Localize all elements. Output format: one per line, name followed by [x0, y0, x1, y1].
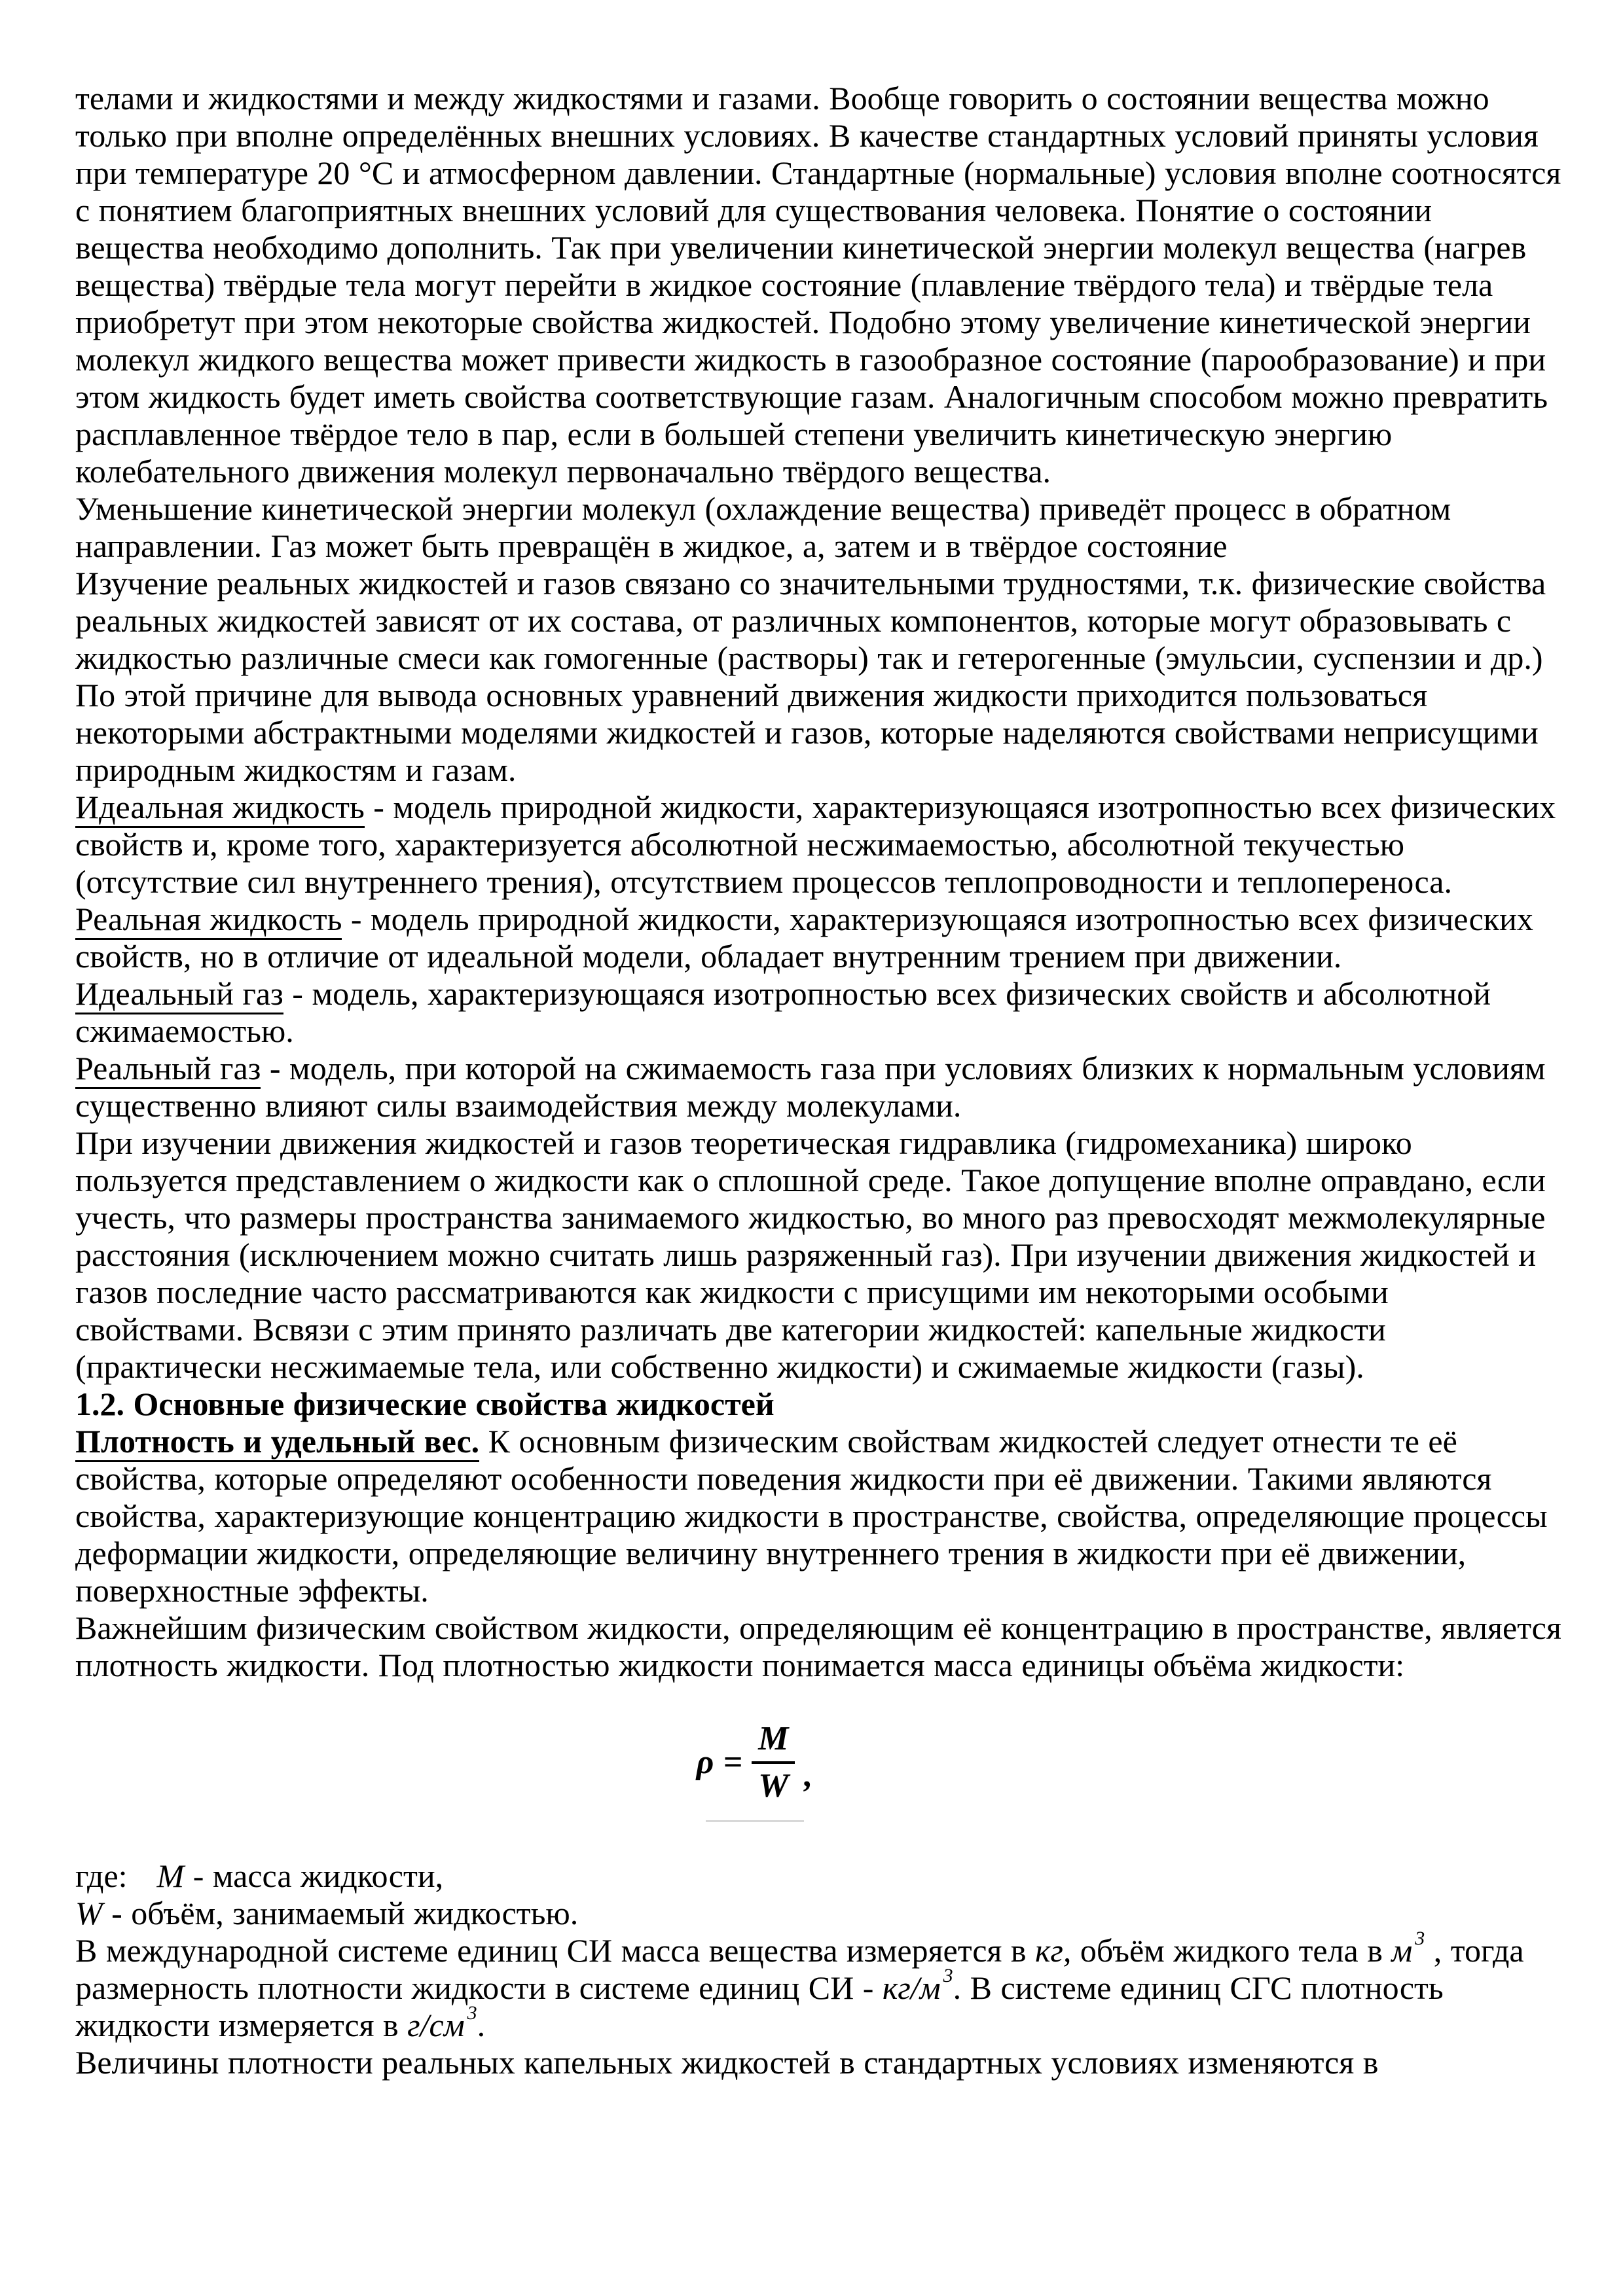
text-segment: Уменьшение кинетической энергии молекул (охлаждение вещества) приведёт процесс в обратном направлении. Газ может быть превращён в жидкое, а, затем и в твёрдое состояние	[75, 490, 1451, 564]
paragraph	[75, 975, 1565, 1050]
paragraph	[75, 1609, 1565, 1684]
text-segment: Изучение реальных жидкостей и газов связано со значительными трудностями, т.к. физические свойства реальных жидкостей зависят от их состава, от различных компонентов, которые могут образовывать с жидкостью различные смеси как гомогенные (растворы) так и гетерогенные (эмульсии, суспензии и др.) По этой причине для вывода основных уравнений движения жидкости приходится пользоваться некоторыми абстрактными моделями жидкостей и газов, которые наделяются свойствами неприсущими природным жидкостям и газам.	[75, 565, 1546, 788]
text-segment: - модель природной жидкости, характеризующаяся изотропностью всех физических свойств, но в отличие от идеальной модели, обладает внутренним трением при движении.	[75, 901, 1533, 975]
paragraph	[75, 1857, 1565, 1895]
text-segment: Плотность и удельный вес.	[75, 1423, 479, 1462]
formula-numerator: M	[758, 1720, 789, 1757]
paragraph	[75, 901, 1565, 975]
text-segment: - модель природной жидкости, характеризующаяся изотропностью всех физических свойств и, кроме того, характеризуется абсолютной несжимаемостью, абсолютной текучестью (отсутствие сил внутреннего трения), отсутствием процессов теплопроводности и теплопереноса.	[75, 789, 1556, 900]
formula-comma: ,	[804, 1757, 813, 1794]
text-segment: кг,	[1035, 1932, 1072, 1969]
text-segment: К основным физическим свойствам жидкостей следует отнести те её свойства, которые определяют особенности поведения жидкости при её движении. Такими являются свойства, характеризующие концентрацию жидкости в пространстве, свойства, определяющие процессы деформации жидкости, определяющие величину внутреннего трения в жидкости при её движении, поверхностные эффекты.	[75, 1423, 1548, 1609]
text-segment: Идеальный газ	[75, 975, 283, 1014]
text-segment: 3	[467, 2002, 477, 2024]
density-formula	[10, 1722, 1499, 1803]
paragraph	[75, 80, 1565, 490]
text-segment: 3	[1415, 1928, 1425, 1949]
text-segment: . В системе единиц СГС плотность жидкости измеряется в	[75, 1969, 1444, 2043]
text-segment: где:	[75, 1857, 128, 1894]
text-segment: телами и жидкостями и между жидкостями и газами. Вообще говорить о состоянии вещества можно только при вполне определённых внешних условиях. В качестве стандартных условий приняты условия при температуре 20 °С и атмосферном давлении. Стандартные (нормальные) условия вполне соотносятся с понятием благоприятных внешних условий для существования человека. Понятие о состоянии вещества необходимо дополнить. Так при увеличении кинетической энергии молекул вещества (нагрев вещества) твёрдые тела могут перейти в жидкое состояние (плавление твёрдого тела) и твёрдые тела приобретут при этом некоторые свойства жидкостей. Подобно этому увеличение кинетической энергии молекул жидкого вещества может привести жидкость в газообразное состояние (парообразование) и при этом жидкость будет иметь свойства соответствующие газам. Аналогичным способом можно превратить расплавленное твёрдое тело в пар, если в большей степени увеличить кинетическую энергию колебательного движения молекул первоначально твёрдого вещества.	[75, 80, 1561, 490]
text-segment: Идеальная жидкость	[75, 789, 365, 828]
text-segment: объём жидкого тела в	[1071, 1932, 1392, 1969]
paragraph	[75, 1895, 1565, 1932]
text-segment: - модель, характеризующаяся изотропностью всех физических свойств и абсолютной сжимаемостью.	[75, 975, 1491, 1049]
paragraph	[75, 1050, 1565, 1124]
formula-equals: =	[723, 1744, 743, 1781]
text-segment: Величины плотности реальных капельных жидкостей в стандартных условиях изменяются в	[75, 2044, 1379, 2081]
paragraph	[75, 1124, 1565, 1386]
text-segment: 3	[943, 1965, 953, 1986]
text-segment: W	[75, 1895, 103, 1931]
section-heading	[75, 1386, 1565, 1423]
formula-fraction	[752, 1722, 795, 1803]
text-segment: .	[477, 2007, 486, 2043]
text-segment: - объём, занимаемый жидкостью.	[102, 1895, 579, 1931]
text-segment: м	[1391, 1932, 1413, 1969]
text-segment: Реальный газ	[75, 1050, 261, 1089]
paragraph	[75, 565, 1565, 789]
document-body-bottom	[75, 1857, 1565, 2081]
paragraph	[75, 2044, 1565, 2081]
text-segment: - модель, при которой на сжимаемость газа при условиях близких к нормальным условиям существенно влияют силы взаимодействия между молекулами.	[75, 1050, 1546, 1124]
paragraph	[75, 490, 1565, 565]
formula-block	[10, 1722, 1499, 1822]
text-segment: М	[156, 1857, 185, 1894]
text-segment: Реальная жидкость	[75, 901, 342, 940]
formula-underline	[706, 1820, 804, 1822]
formula-denominator: W	[752, 1761, 795, 1803]
text-segment: 1.2. Основные физические свойства жидкостей	[75, 1386, 775, 1422]
text-segment: В международной системе единиц СИ масса вещества измеряется в	[75, 1932, 1036, 1969]
paragraph	[75, 789, 1565, 901]
document-body-top	[75, 80, 1565, 1684]
paragraph	[75, 1423, 1565, 1609]
text-segment: кг/м	[882, 1969, 941, 2006]
formula-rho: ρ	[696, 1744, 714, 1781]
paragraph	[75, 1928, 1565, 2044]
text-segment: , тогда размерность плотности жидкости в системе единиц СИ -	[75, 1932, 1524, 2006]
text-segment: г/см	[407, 2007, 465, 2043]
text-segment: Важнейшим физическим свойством жидкости, определяющим её концентрацию в пространстве, является плотность жидкости. Под плотностью жидкости понимается масса единицы объёма жидкости:	[75, 1609, 1561, 1683]
text-segment: При изучении движения жидкостей и газов теоретическая гидравлика (гидромеханика) широко пользуется представлением о жидкости как о сплошной среде. Такое допущение вполне оправдано, если учесть, что размеры пространства занимаемого жидкостью, во много раз превосходят межмолекулярные расстояния (исключением можно считать лишь разряженный газ). При изучении движения жидкостей и газов последние часто рассматриваются как жидкости с присущими им некоторыми особыми свойствами. Всвязи с этим принято различать две категории жидкостей: капельные жидкости (практически несжимаемые тела, или собственно жидкости) и сжимаемые жидкости (газы).	[75, 1124, 1546, 1385]
text-segment: - масса жидкости,	[184, 1857, 444, 1894]
